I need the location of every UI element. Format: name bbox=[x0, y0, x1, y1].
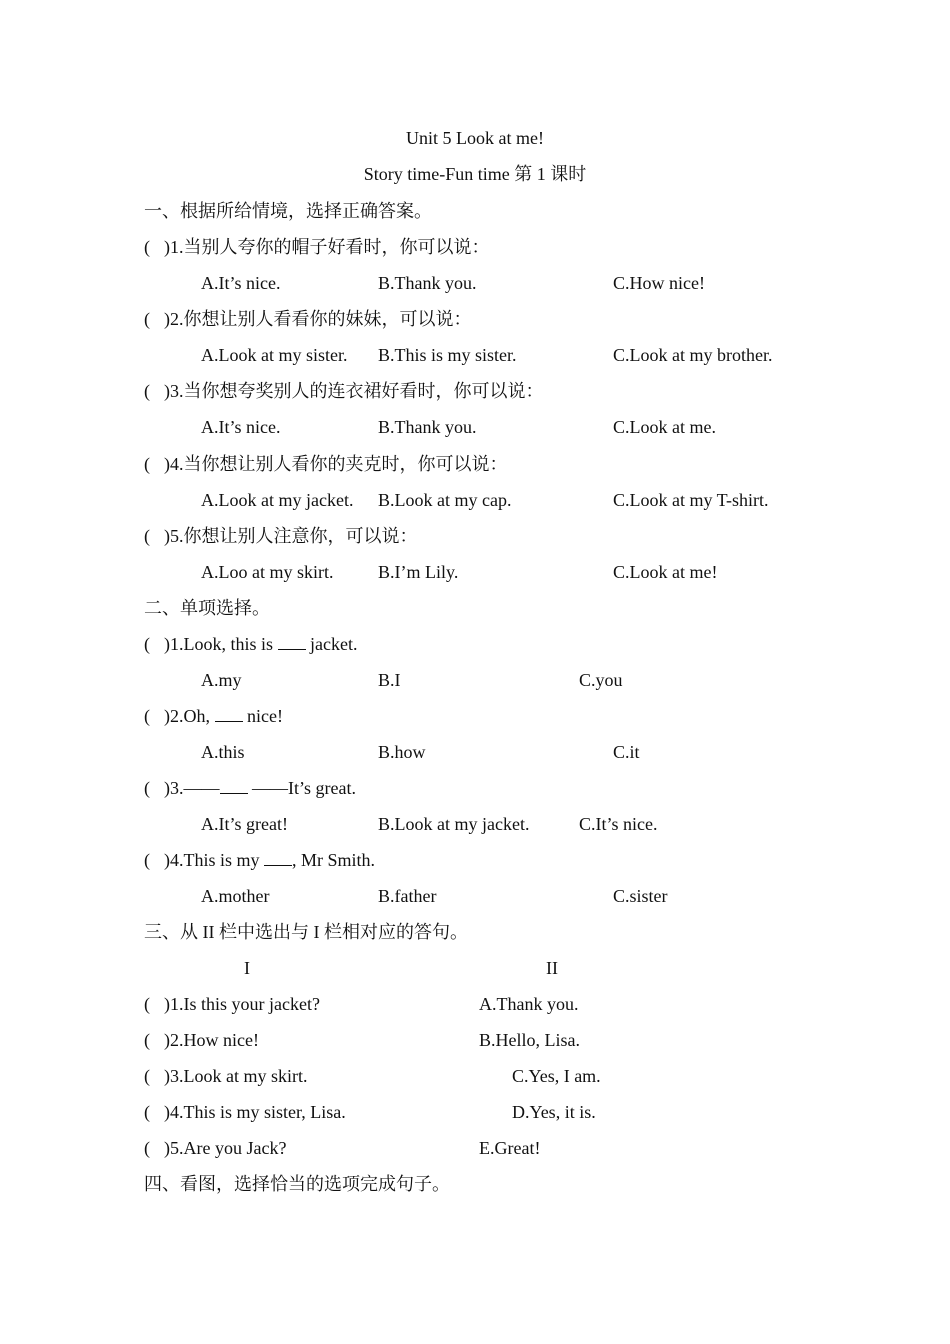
s1-q1-option-a: A.It’s nice. bbox=[201, 273, 281, 293]
s2-q3-option-c: C.It’s nice. bbox=[579, 814, 658, 834]
s1-question-1: ( )1.当别人夸你的帽子好看时，你可以说： bbox=[144, 237, 490, 257]
paren: ( bbox=[144, 1138, 150, 1158]
s1-q3-option-a: A.It’s nice. bbox=[201, 417, 281, 437]
s3-right-2: B.Hello, Lisa. bbox=[479, 1030, 580, 1050]
s2-q4-option-b: B.father bbox=[378, 886, 437, 906]
s1-q1-option-b: B.Thank you. bbox=[378, 273, 477, 293]
s1-q2-option-b: B.This is my sister. bbox=[378, 345, 517, 365]
s1-question-5: ( )5.你想让别人注意你，可以说： bbox=[144, 526, 418, 546]
answer-blank bbox=[278, 633, 306, 650]
section-4-heading: 四、看图，选择恰当的选项完成句子。 bbox=[144, 1174, 450, 1194]
s3-left-5: ( )5.Are you Jack? bbox=[144, 1138, 287, 1158]
s2-q2-option-c: C.it bbox=[613, 742, 640, 762]
s2-q1-option-b: B.I bbox=[378, 670, 401, 690]
s1-q2-option-c: C.Look at my brother. bbox=[613, 345, 773, 365]
s2-q4-option-c: C.sister bbox=[613, 886, 668, 906]
s3-right-3: C.Yes, I am. bbox=[512, 1066, 601, 1086]
paren: ( bbox=[144, 706, 150, 726]
s1-question-3: ( )3.当你想夸奖别人的连衣裙好看时，你可以说： bbox=[144, 381, 544, 401]
paren: ( bbox=[144, 526, 150, 546]
s1-q1-option-c: C.How nice! bbox=[613, 273, 705, 293]
s1-q5-option-b: B.I’m Lily. bbox=[378, 562, 459, 582]
paren: ( bbox=[144, 1102, 150, 1122]
s2-q4-option-a: A.mother bbox=[201, 886, 270, 906]
s3-left-1: ( )1.Is this your jacket? bbox=[144, 994, 320, 1014]
s2-q1-option-a: A.my bbox=[201, 670, 242, 690]
s2-question-1: ( )1.Look, this is jacket. bbox=[144, 634, 358, 654]
s1-question-4: ( )4.当你想让别人看你的夹克时，你可以说： bbox=[144, 454, 508, 474]
paren: ( bbox=[144, 381, 150, 401]
s1-question-2: ( )2.你想让别人看看你的妹妹，可以说： bbox=[144, 309, 472, 329]
s1-q4-option-a: A.Look at my jacket. bbox=[201, 490, 354, 510]
paren: ( bbox=[144, 634, 150, 654]
page-title: Unit 5 Look at me! bbox=[406, 128, 544, 148]
s1-q3-option-c: C.Look at me. bbox=[613, 417, 716, 437]
page-subtitle: Story time-Fun time 第 1 课时 bbox=[363, 164, 587, 184]
answer-blank bbox=[264, 849, 292, 866]
s1-q3-option-b: B.Thank you. bbox=[378, 417, 477, 437]
s3-right-1: A.Thank you. bbox=[479, 994, 579, 1014]
s2-q1-option-c: C.you bbox=[579, 670, 623, 690]
s1-q5-option-c: C.Look at me! bbox=[613, 562, 718, 582]
column-2-header: II bbox=[546, 958, 558, 978]
answer-blank bbox=[220, 777, 248, 794]
paren: ( bbox=[144, 1066, 150, 1086]
paren: ( bbox=[144, 850, 150, 870]
s1-q4-option-c: C.Look at my T-shirt. bbox=[613, 490, 769, 510]
s3-right-4: D.Yes, it is. bbox=[512, 1102, 596, 1122]
s3-right-5: E.Great! bbox=[479, 1138, 541, 1158]
paren: ( bbox=[144, 237, 150, 257]
section-2-heading: 二、单项选择。 bbox=[144, 598, 270, 618]
s2-question-4: ( )4.This is my , Mr Smith. bbox=[144, 850, 376, 870]
s1-q4-option-b: B.Look at my cap. bbox=[378, 490, 512, 510]
s3-left-2: ( )2.How nice! bbox=[144, 1030, 259, 1050]
paren: ( bbox=[144, 1030, 150, 1050]
s2-q3-option-a: A.It’s great! bbox=[201, 814, 288, 834]
answer-blank bbox=[215, 705, 243, 722]
s2-q2-option-a: A.this bbox=[201, 742, 245, 762]
s3-left-4: ( )4.This is my sister, Lisa. bbox=[144, 1102, 346, 1122]
s1-q5-option-a: A.Loo at my skirt. bbox=[201, 562, 334, 582]
paren: ( bbox=[144, 309, 150, 329]
paren: ( bbox=[144, 454, 150, 474]
s1-q2-option-a: A.Look at my sister. bbox=[201, 345, 348, 365]
s2-q2-option-b: B.how bbox=[378, 742, 426, 762]
column-1-header: I bbox=[244, 958, 250, 978]
section-3-heading: 三、从 II 栏中选出与 I 栏相对应的答句。 bbox=[144, 922, 468, 942]
section-1-heading: 一、根据所给情境，选择正确答案。 bbox=[144, 201, 432, 221]
paren: ( bbox=[144, 778, 150, 798]
s3-left-3: ( )3.Look at my skirt. bbox=[144, 1066, 308, 1086]
s2-q3-option-b: B.Look at my jacket. bbox=[378, 814, 530, 834]
s2-question-2: ( )2.Oh, nice! bbox=[144, 706, 283, 726]
paren: ( bbox=[144, 994, 150, 1014]
s2-question-3: ( )3.—— ——It’s great. bbox=[144, 778, 356, 798]
